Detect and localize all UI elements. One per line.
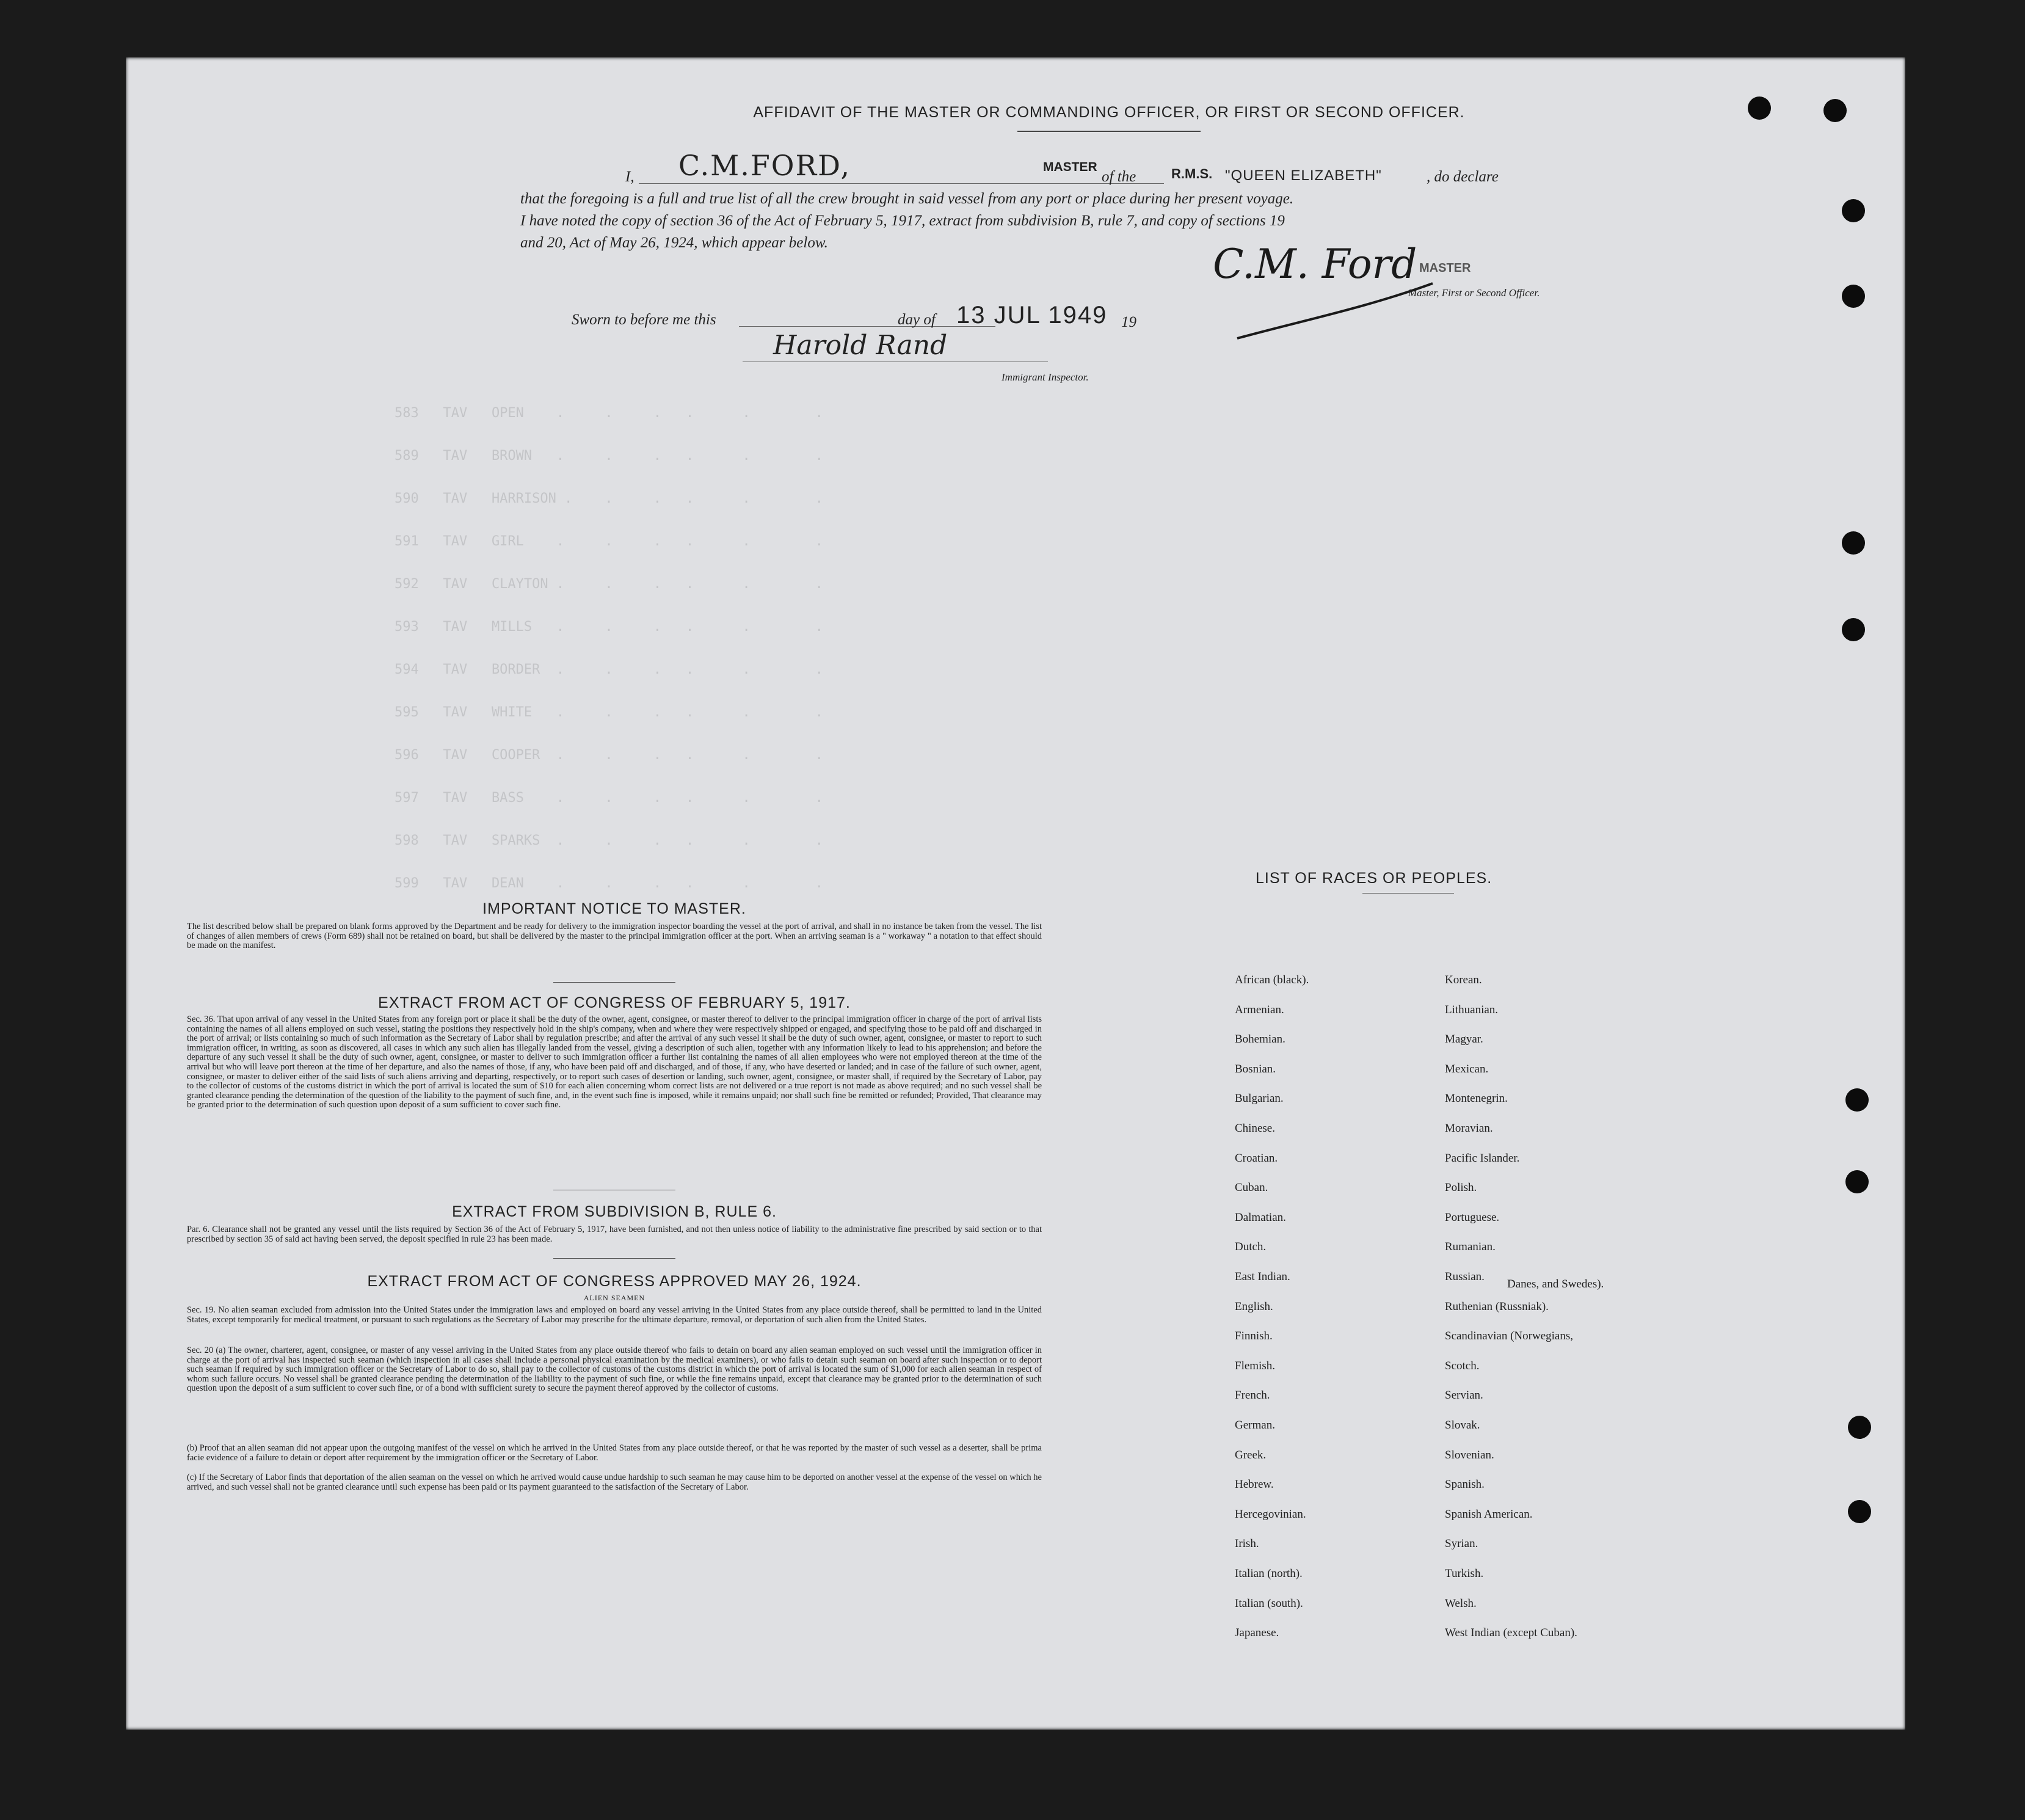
race-item: Scandinavian (Norwegians,: [1445, 1330, 1573, 1342]
race-item: Spanish American.: [1445, 1508, 1533, 1521]
race-item: Spanish.: [1445, 1478, 1485, 1491]
race-item: Servian.: [1445, 1389, 1483, 1402]
rule-6-heading: EXTRACT FROM SUBDIVISION B, RULE 6.: [452, 1203, 777, 1220]
race-item: Chinese.: [1235, 1122, 1275, 1135]
race-item: Bohemian.: [1235, 1033, 1285, 1046]
race-item: Montenegrin.: [1445, 1092, 1508, 1105]
signature-stamp: MASTER: [1419, 261, 1471, 275]
punch-hole: [1848, 1416, 1871, 1439]
notice-body: The list described below shall be prepared on blank forms approved by the Department and be ready for delivery to the immigration inspector boarding the vessel at the port of arrival, and shall in no instance be taken from the vessel. The list of changes of alien members of crews (Form 689) shall not be retained on board, but shall be delivered by the master to the principal immigration officer at the port. When an arriving seaman is a " workaway " a notation to that effect should be made on the manifest.: [187, 922, 1042, 951]
races-heading: LIST OF RACES OR PEOPLES.: [1256, 870, 1492, 887]
race-item: Irish.: [1235, 1537, 1259, 1550]
rank-stamp: MASTER: [1043, 160, 1097, 174]
inspector-signature: Harold Rand: [773, 330, 948, 361]
extract-1917-body: Sec. 36. That upon arrival of any vessel in the United States from any foreign port or place it shall be the duty of the owner, agent, consignee, or master thereof to deliver to the principal immigration officer in charge of the port of arrival lists containing the names of all aliens employed on such vessel, stating the positions they respectively hold in the ship's company, when and where they were respectively shipped or engaged, and specifying those to be paid off and discharged in the port of arrival; or lists containing so much of such information as the Secretary of Labor shall by regulation prescribe; and after the arrival of any such vessel it shall be the duty of such owner, agent, consignee, or master to report to such immigration officer, in writing, as soon as discovered, all cases in which any such alien has illegally landed from the vessel, giving a description of such alien, together with any information likely to lead to his apprehension; and before the departure of any such vessel it shall be the duty of such owner, agent, consignee, or master to deliver to such immigration officer a further list containing the names of all alien employees who were not employed thereon at the time of the arrival but who will leave port thereon at the time of her departure, and also the names of those, if any, who have been paid off and discharged, and of those, if any, who have deserted or landed; and in case of the failure of such owner, agent, consignee, or master to deliver either of the said lists of such aliens arriving and departing, respectively, or to report such cases of desertion or landing, such owner, agent, consignee, or master shall, if required by the Secretary of Labor, pay to the collector of customs of the customs district in which the port of arrival is located the sum of $10 for each alien concerning whom correct lists are not delivered or a true report is not made as above required; and no such vessel shall be granted clearance pending the determination of the question of the liability to the payment of such fine, and, in the event such fine is imposed, while it remains unpaid; nor shall such fine be remitted or refunded; Provided, That clearance may be granted prior to the determination of such question upon deposit of a sum sufficient to cover such fine.: [187, 1014, 1042, 1110]
race-item-scandinavian-continued: Danes, and Swedes).: [1507, 1278, 1604, 1290]
punch-hole: [1842, 199, 1865, 222]
race-item: Rumanian.: [1445, 1240, 1496, 1253]
race-item: Slovak.: [1445, 1419, 1480, 1432]
race-item: Hebrew.: [1235, 1478, 1274, 1491]
declaration-line-3: I have noted the copy of section 36 of the Act of February 5, 1917, extract from subdivision B, rule 7, and copy of sections 19: [520, 213, 1285, 229]
race-item: Japanese.: [1235, 1626, 1279, 1639]
do-declare-label: , do declare: [1427, 169, 1499, 185]
notice-divider: [553, 982, 675, 983]
race-item: Greek.: [1235, 1449, 1267, 1461]
race-item: Magyar.: [1445, 1033, 1483, 1046]
extract-1917-heading: EXTRACT FROM ACT OF CONGRESS OF FEBRUARY 5, 1917.: [378, 994, 851, 1011]
race-item: Finnish.: [1235, 1330, 1273, 1342]
i-label: I,: [625, 169, 634, 185]
declaration-line-2: that the foregoing is a full and true list of all the crew brought in said vessel from any port or place during her present voyage.: [520, 191, 1294, 207]
race-item: Mexican.: [1445, 1063, 1489, 1076]
punch-hole: [1848, 1500, 1871, 1523]
punch-hole: [1842, 531, 1865, 555]
race-item: Russian.: [1445, 1270, 1485, 1283]
race-item: Italian (south).: [1235, 1597, 1303, 1610]
declarant-line: [639, 183, 1164, 184]
race-item: Slovenian.: [1445, 1449, 1494, 1461]
race-item: German.: [1235, 1419, 1275, 1432]
race-item: Bulgarian.: [1235, 1092, 1284, 1105]
vessel-prefix: R.M.S.: [1171, 166, 1213, 181]
punch-hole: [1845, 1170, 1869, 1193]
year-suffix: 19: [1121, 314, 1136, 330]
race-item: Ruthenian (Russniak).: [1445, 1300, 1549, 1313]
punch-hole: [1845, 1088, 1869, 1112]
race-item: Pacific Islander.: [1445, 1152, 1520, 1165]
race-item: East Indian.: [1235, 1270, 1290, 1283]
race-item: Welsh.: [1445, 1597, 1477, 1610]
notice-heading: IMPORTANT NOTICE TO MASTER.: [482, 900, 746, 917]
rule-6-divider: [553, 1258, 675, 1259]
race-item: Croatian.: [1235, 1152, 1278, 1165]
section-20b-text: (b) Proof that an alien seaman did not appear upon the outgoing manifest of the vessel on which he arrived in the United States from any place outside thereof, or that he was reported by the master of such vessel as a deserter, shall be prima facie evidence of a failure to detain or deport after requirement by the immigration officer or the Secretary of Labor.: [187, 1443, 1042, 1463]
of-the-label: of the: [1102, 169, 1136, 185]
day-of-label: day of: [898, 311, 936, 328]
race-item: African (black).: [1235, 974, 1309, 986]
race-item: Korean.: [1445, 974, 1482, 986]
section-20a-text: Sec. 20 (a) The owner, charterer, agent, consignee, or master of any vessel arriving in the United States from any place outside thereof who fails to detain on board any alien seaman employed on such vessel until the immigration officer in charge at the port of arrival has inspected such seaman (which inspection in all cases shall include a personal physical examination by the medical examiners), or who fails to detain such seaman on board after such inspection or to deport such seaman if required by such immigration officer or the Secretary of Labor to do so, shall pay to the collector of customs of the customs district in which the port of arrival is located the sum of $1,000 for each alien seaman in respect of whom such failure occurs. No vessel shall be granted clearance pending the determination of the liability to the payment of such fine, or while the fine remains unpaid, except that clearance may be granted prior to the determination of such question upon the deposit of a sum sufficient to cover such fine, or of a bond with sufficient surety to secure the payment thereof approved by the collector of customs.: [187, 1345, 1042, 1394]
section-19-text: Sec. 19. No alien seaman excluded from admission into the United States under the immigration laws and employed on board any vessel arriving in the United States from any place outside thereof, shall be permitted to land in the United States, except temporarily for medical treatment, or pursuant to such regulations as the Secretary of Labor may prescribe for the ultimate departure, removal, or deportation of such alien from the United States.: [187, 1305, 1042, 1325]
races-heading-underline: [1362, 893, 1454, 894]
race-item: Hercegovinian.: [1235, 1508, 1306, 1521]
race-item: Cuban.: [1235, 1181, 1268, 1194]
affidavit-title: AFFIDAVIT OF THE MASTER OR COMMANDING OFFICER, OR FIRST OR SECOND OFFICER.: [753, 104, 1465, 121]
alien-seamen-subheading: ALIEN SEAMEN: [583, 1294, 645, 1302]
document-sheet: 583 TAV OPEN . . . . . . 589 TAV BROWN . . . . . . 590 TAV HARRISON . . . . . . 591 TAV GIRL . . . . . . 592 TAV CLAYTON . . . . . . 593 TAV MILLS . . . . . . 594 TAV BORDER . . . . . . 595 TAV WHITE . . . . . . 596 TAV COOPER . . . . . . 597 TAV BASS . . . . . . 598 TAV SPARKS . . . . . . 599 TAV DEAN . . . . . . AFFIDAVIT OF THE MASTER OR COMMANDING OFFICER, OR FIRST OR SECOND OFFICER. I, C.M.FORD, MASTER of the R.M.S. "QUEEN ELIZABETH" , do declare that the foregoing is a full and true list of all the crew brought in said vessel from any port or place during her present voyage. I have noted the copy of section 36 of the Act of February 5, 1917, extract from subdivision B, rule 7, and copy of sections 19 and 20, Act of May 26, 1924, which appear below. C.M. Ford MASTER Master, First or Second Officer. Sworn to before me this day of 13 JUL 1949 19 Harold Rand Immigrant Inspector. IMPORTANT NOTICE TO MASTER. The list described below shall be prepared on blank forms approved by the Department and be ready for delivery to the immigration inspector boarding the vessel at the port of arrival, and shall in no instance be taken from the vessel. The list of changes of alien members of crews (Form 689) shall not be retained on board, but shall be delivered by the master to the principal immigration officer at the port. When an arriving seaman is a " workaway " a notation to that effect should be made on the manifest. EXTRACT FROM ACT OF CONGRESS OF FEBRUARY 5, 1917. Sec. 36. That upon arrival of any vessel in the United States from any foreign port or place it shall be the duty of the owner, agent, consignee, or master thereof to deliver to the principal immigration officer in charge of the port of arrival lists containing the names of all aliens employed on such vessel, stating the positions they respectively hold in the ship's company, when and where they were respectively shipped or engaged, and specifying those to be paid off and discharged in the port of arrival; or lists containing so much of such information as the Secretary of Labor shall by regulation prescribe; and after the arrival of any such vessel it shall be the duty of such owner, agent, consignee, or master to report to such immigration officer, in writing, as soon as discovered, all cases in which any such alien has illegally landed from the vessel, giving a description of such alien, together with any information likely to lead to his apprehension; and before the departure of any such vessel it shall be the duty of such owner, agent, consignee, or master to deliver to such immigration officer a further list containing the names of all alien employees who were not employed thereon at the time of the arrival but who will leave port thereon at the time of her departure, and also the names of those, if any, who have been paid off and discharged, and of those, if any, who have deserted or landed; and in case of the failure of such owner, agent, consignee, or master to deliver either of the said lists of such aliens arriving and departing, respectively, or to report such cases of desertion or landing, such owner, agent, consignee, or master shall, if required by the Secretary of Labor, pay to the collector of customs of the customs district in which the port of arrival is located the sum of $10 for each alien concerning whom correct lists are not delivered or a true report is not made as above required; and no such vessel shall be granted clearance pending the determination of the question of the liability to the payment of such fine, and, in the event such fine is imposed, while it remains unpaid; nor shall such fine be remitted or refunded; Provided, That clearance may be granted prior to the determination of such question upon deposit of a sum sufficient to cover such fine. EXTRACT FROM SUBDIVISION B, RULE 6. Par. 6. Clearance shall not be granted any vessel until the lists required by Section 36 of the Act of February 5, 1917, have been furnished, and not then unless notice of liability to the administrative fine prescribed by said section or to that prescribed by section 35 of said act having been served, the deposit specified in rule 23 has been made. EXTRACT FROM ACT OF CONGRESS APPROVED MAY 26, 1924. ALIEN SEAMEN Sec. 19. No alien seaman excluded from admission into the United States under the immigration laws and employed on board any vessel arriving in the United States from any place outside thereof, shall be permitted to land in the United States, except temporarily for medical treatment, or pursuant to such regulations as the Secretary of Labor may prescribe for the ultimate departure, removal, or deportation of such alien from the United States. Sec. 20 (a) The owner, charterer, agent, consignee, or master of any vessel arriving in the United States from any place outside thereof who fails to detain on board any alien seaman employed on such vessel until the immigration officer in charge at the port of arrival has inspected such seaman (which inspection in all cases shall include a personal physical examination by the medical examiners), or who fails to detain such seaman on board after such inspection or to deport such seaman if required by such immigration officer or the Secretary of Labor to do so, shall pay to the collector of customs of the customs district in which the port of arrival is located the sum of $1,000 for each alien seaman in respect of whom such failure occurs. No vessel shall be granted clearance pending the determination of the liability to the payment of such fine, or while the fine remains unpaid, except that clearance may be granted prior to the determination of such question upon the deposit of a sum sufficient to cover such fine, or of a bond with sufficient surety to secure the payment thereof approved by the collector of customs. (b) Proof that an alien seaman did not appear upon the outgoing manifest of the vessel on which he arrived in the United States from any place outside thereof, or that he was reported by the master of such vessel as a deserter, shall be prima facie evidence of a failure to detain or deport after requirement by the immigration officer or the Secretary of Labor. (c) If the Secretary of Labor finds that deportation of the alien seaman on the vessel on which he arrived would cause undue hardship to such seaman he may cause him to be deported on another vessel at the expense of the vessel on which he arrived, and such vessel shall not be granted clearance until such expense has been paid or its payment guaranteed to the satisfaction of the Secretary of Labor. LIST OF RACES OR PEOPLES. Danes, and Swedes). African (black). Armenian. Bohemian. Bosnian. Bulgarian. Chinese. Croatian. Cuban. Dalmatian. Dutch. East Indian. English. Finnish. Flemish. French. German. Greek. Hebrew. Hercegovinian. Irish. Italian (north). Italian (south). Japanese. Korean. Lithuanian. Magyar. Mexican. Montenegrin. Moravian. Pacific Islander. Polish. Portuguese. Rumanian. Russian. Ruthenian (Russniak). Scandinavian (Norwegians, Scotch. Servian. Slovak. Slovenian. Spanish. Spanish American. Syrian. Turkish. Welsh. West Indian (except Cuban).: [126, 57, 1905, 1730]
sworn-text: Sworn to before me this: [572, 311, 716, 328]
race-item: Polish.: [1445, 1181, 1477, 1194]
race-item: French.: [1235, 1389, 1270, 1402]
race-item: West Indian (except Cuban).: [1445, 1626, 1577, 1639]
rule-6-body: Par. 6. Clearance shall not be granted any vessel until the lists required by Section 36 of the Act of February 5, 1917, have been furnished, and not then unless notice of liability to the administrative fine prescribed by said section or to that prescribed by section 35 of said act having been served, the deposit specified in rule 23 has been made.: [187, 1225, 1042, 1244]
declaration-line-4: and 20, Act of May 26, 1924, which appear below.: [520, 235, 828, 251]
punch-hole: [1842, 618, 1865, 641]
sworn-date-stamp: 13 JUL 1949: [956, 302, 1108, 329]
punch-hole: [1823, 99, 1847, 122]
extract-1924-heading: EXTRACT FROM ACT OF CONGRESS APPROVED MAY 26, 1924.: [367, 1273, 862, 1290]
race-item: Flemish.: [1235, 1360, 1275, 1372]
title-underline: [1017, 131, 1201, 132]
race-item: Syrian.: [1445, 1537, 1478, 1550]
race-item: Portuguese.: [1445, 1211, 1500, 1224]
race-item: Bosnian.: [1235, 1063, 1276, 1076]
punch-hole: [1842, 285, 1865, 308]
race-item: Dutch.: [1235, 1240, 1267, 1253]
section-20c-text: (c) If the Secretary of Labor finds that deportation of the alien seaman on the vessel on which he arrived would cause undue hardship to such seaman he may cause him to be deported on another vessel at the expense of the vessel on which he arrived, and such vessel shall not be granted clearance until such expense has been paid or its payment guaranteed to the satisfaction of the Secretary of Labor.: [187, 1472, 1042, 1492]
punch-hole: [1748, 96, 1771, 120]
vessel-name: "QUEEN ELIZABETH": [1225, 167, 1382, 184]
race-item: Moravian.: [1445, 1122, 1493, 1135]
inspector-caption: Immigrant Inspector.: [1002, 371, 1089, 383]
declarant-name: C.M.FORD,: [678, 149, 851, 182]
race-item: Turkish.: [1445, 1567, 1484, 1580]
race-item: Lithuanian.: [1445, 1003, 1499, 1016]
race-item: Scotch.: [1445, 1360, 1480, 1372]
race-item: Dalmatian.: [1235, 1211, 1286, 1224]
master-signature: C.M. Ford: [1213, 241, 1417, 288]
race-item: Armenian.: [1235, 1003, 1284, 1016]
race-item: Italian (north).: [1235, 1567, 1303, 1580]
race-item: English.: [1235, 1300, 1273, 1313]
signature-caption: Master, First or Second Officer.: [1408, 287, 1540, 299]
